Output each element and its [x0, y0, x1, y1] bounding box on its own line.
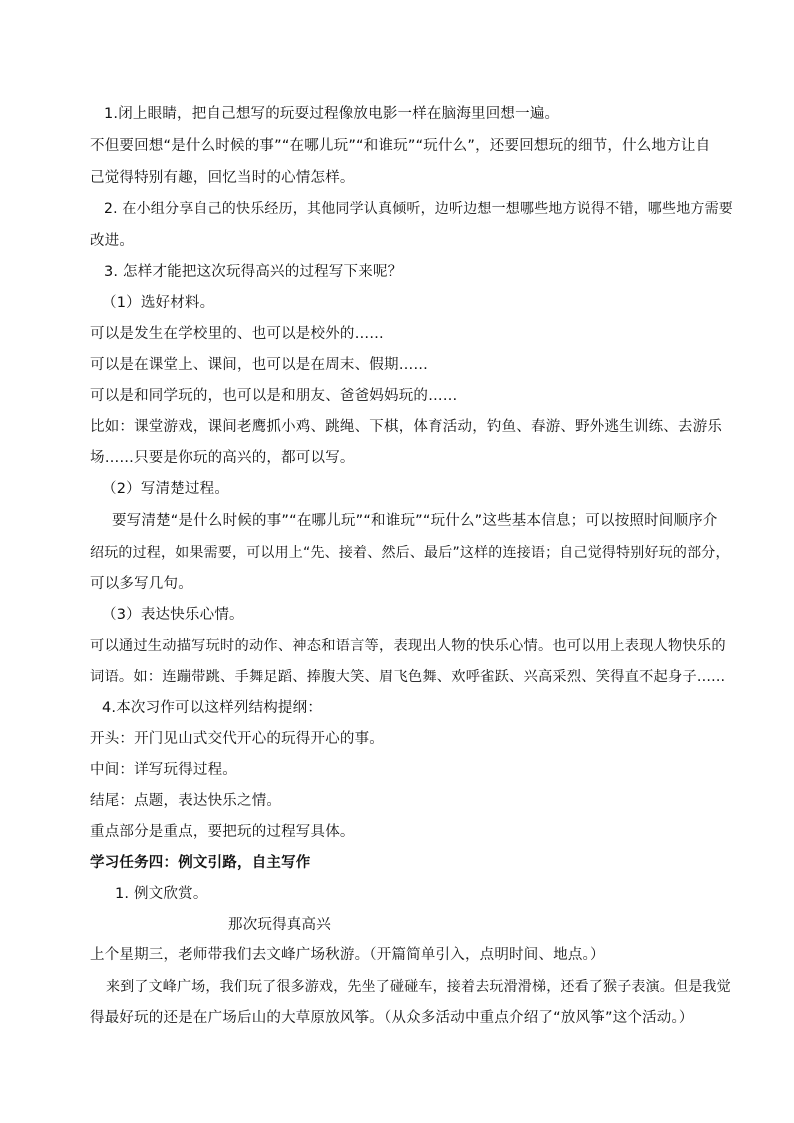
- text-line: （3）表达快乐心情。: [102, 607, 244, 623]
- text-line: 可以通过生动描写玩时的动作、神态和语言等，表现出人物的快乐心情。也可以用上表现人物快乐的: [90, 638, 726, 654]
- text-line: 词语。如：连蹦带跳、手舞足蹈、捧腹大笑、眉飞色舞、欢呼雀跃、兴高采烈、笑得直不起身子......: [90, 669, 726, 685]
- text-line: 场……只要是你玩的高兴的，都可以写。: [90, 450, 355, 466]
- text-line: 可以是和同学玩的，也可以是和朋友、爸爸妈妈玩的……: [90, 388, 458, 404]
- text-line: 可以多写几句。: [90, 576, 193, 592]
- text-line: 不但要回想“是什么时候的事”“在哪儿玩”“和谁玩”“玩什么”，还要回想玩的细节，什么地方让自: [90, 138, 711, 154]
- text-line: 中间：详写玩得过程。: [90, 762, 237, 778]
- text-line: 得最好玩的还是在广场后山的大草原放风筝。（从众多活动中重点介绍了“放风筝”这个活动。）: [90, 1010, 694, 1026]
- text-line: 可以是在课堂上、课间，也可以是在周末、假期……: [90, 357, 429, 373]
- text-line: （2）写清楚过程。: [102, 481, 230, 497]
- text-line: 来到了文峰广场，我们玩了很多游戏，先坐了碰碰车，接着去玩滑滑梯，还看了猴子表演。但是我觉: [106, 979, 731, 995]
- text-line: 比如：课堂游戏，课间老鹰抓小鸡、跳绳、下棋，体育活动，钓鱼、春游、野外逃生训练、去游乐: [90, 419, 723, 435]
- text-line: 4.本次习作可以这样列结构提纲：: [102, 700, 323, 716]
- text-line: 己觉得特别有趣，回忆当时的心情怎样。: [90, 170, 355, 186]
- text-line: 1. 例文欣赏。: [115, 886, 208, 902]
- text-line: 改进。: [90, 233, 135, 249]
- text-line: 可以是发生在学校里的、也可以是校外的……: [90, 326, 384, 342]
- text-line: 开头：开门见山式交代开心的玩得开心的事。: [90, 731, 384, 747]
- text-line: （1）选好材料。: [102, 295, 215, 311]
- text-line: 上个星期三，老师带我们去文峰广场秋游。（开篇简单引入，点明时间、地点。）: [90, 947, 605, 963]
- text-line: 2. 在小组分享自己的快乐经历，其他同学认真倾听，边听边想一想哪些地方说得不错，哪些地方需要: [104, 201, 734, 217]
- text-line: 重点部分是重点，要把玩的过程写具体。: [90, 824, 355, 840]
- essay-title: 那次玩得真高兴: [228, 917, 331, 933]
- text-line: 绍玩的过程，如果需要，可以用上“先、接着、然后、最后”这样的连接语；自己觉得特别好玩的部分，: [90, 545, 730, 561]
- text-line: 要写清楚“是什么时候的事”“在哪儿玩”“和谁玩”“玩什么”这些基本信息；可以按照时间顺序介: [112, 513, 718, 529]
- text-line: 结尾：点题，表达快乐之情。: [90, 793, 282, 809]
- text-line: 1.闭上眼睛，把自己想写的玩耍过程像放电影一样在脑海里回想一遍。: [104, 106, 560, 122]
- text-line: 3. 怎样才能把这次玩得高兴的过程写下来呢？: [104, 264, 403, 280]
- section-heading: 学习任务四：例文引路，自主写作: [90, 855, 311, 871]
